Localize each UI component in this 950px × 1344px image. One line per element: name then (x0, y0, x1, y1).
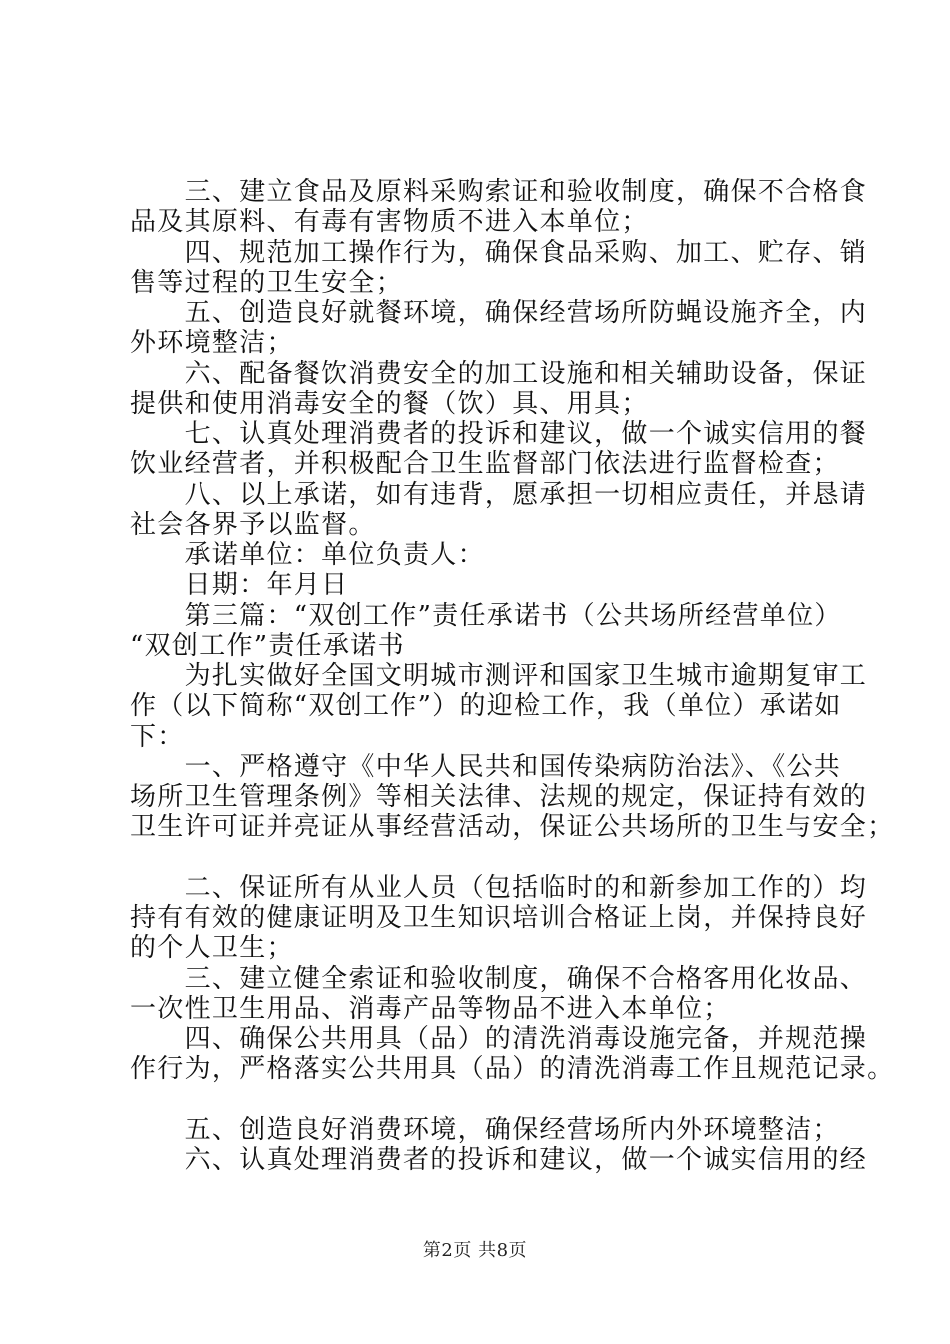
text-line: 六、配备餐饮消费安全的加工设施和相关辅助设备，保证 (130, 359, 868, 389)
text-line: 七、认真处理消费者的投诉和建议，做一个诚实信用的餐 (130, 419, 868, 449)
text-line: 五、创造良好消费环境，确保经营场所内外环境整洁； (130, 1115, 840, 1145)
text-line: 饮业经营者，并积极配合卫生监督部门依法进行监督检查； (130, 449, 840, 479)
text-line: 一次性卫生用品、消毒产品等物品不进入本单位； (130, 994, 731, 1024)
text-line: 卫生许可证并亮证从事经营活动，保证公共场所的卫生与安全； (130, 812, 895, 842)
text-line: 的个人卫生； (130, 933, 294, 963)
text-line: 五、创造良好就餐环境，确保经营场所防蝇设施齐全，内 (130, 298, 868, 328)
text-line: 外环境整洁； (130, 328, 294, 358)
text-line: 日期：年月日 (130, 570, 349, 600)
text-line: 四、确保公共用具（品）的清洗消毒设施完备，并规范操 (130, 1024, 868, 1054)
text-line: 品及其原料、有毒有害物质不进入本单位； (130, 207, 649, 237)
text-line: 为扎实做好全国文明城市测评和国家卫生城市逾期复审工 (130, 661, 868, 691)
text-line: 下： (130, 722, 185, 752)
text-line: 作（以下简称“双创工作”）的迎检工作，我（单位）承诺如 (130, 691, 842, 721)
text-line: 三、建立健全索证和验收制度，确保不合格客用化妆品、 (130, 964, 868, 994)
text-line: 持有有效的健康证明及卫生知识培训合格证上岗，并保持良好 (130, 903, 868, 933)
text-line: 六、认真处理消费者的投诉和建议，做一个诚实信用的经 (130, 1145, 868, 1175)
text-line: 社会各界予以监督。 (130, 510, 376, 540)
text-line: 四、规范加工操作行为，确保食品采购、加工、贮存、销 (130, 238, 868, 268)
text-line: “双创工作”责任承诺书 (130, 631, 405, 661)
text-line: 作行为，严格落实公共用具（品）的清洗消毒工作且规范记录。 (130, 1054, 895, 1084)
text-line: 承诺单位：单位负责人： (130, 540, 485, 570)
text-line: 一、严格遵守《中华人民共和国传染病防治法》、《公共 (130, 752, 842, 782)
page-number: 第2页 共8页 (422, 1240, 528, 1261)
text-line: 售等过程的卫生安全； (130, 268, 404, 298)
text-line: 三、建立食品及原料采购索证和验收制度，确保不合格食 (130, 177, 868, 207)
text-line: 提供和使用消毒安全的餐（饮）具、用具； (130, 389, 649, 419)
text-line: 第三篇：“双创工作”责任承诺书（公共场所经营单位） (130, 601, 842, 631)
text-line: 二、保证所有从业人员（包括临时的和新参加工作的）均 (130, 873, 868, 903)
text-line: 八、以上承诺，如有违背，愿承担一切相应责任，并恳请 (130, 480, 868, 510)
text-line: 场所卫生管理条例》等相关法律、法规的规定，保证持有效的 (130, 782, 868, 812)
